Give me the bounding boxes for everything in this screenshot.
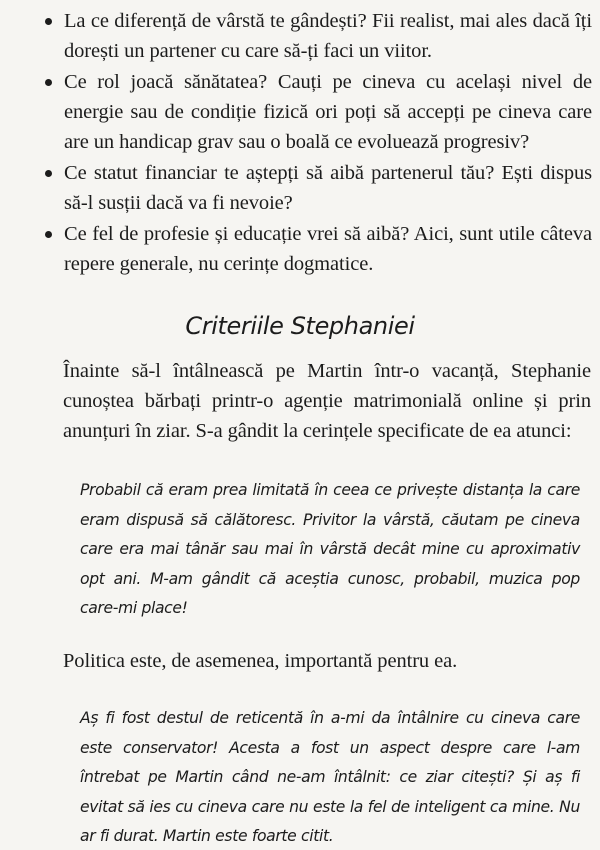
bullet-item — [44, 67, 592, 157]
bullet-text: Ce statut financiar te aștepți să aibă partenerul tău? Ești dispus să-l susții dacă va fi nevoie? — [64, 162, 592, 214]
bullet-icon — [45, 231, 52, 238]
paragraph-intro: Înainte să-l întâlnească pe Martin într-o vacanță, Stephanie cunoștea bărbați printr-o agenție matrimonială online și prin anunțuri în ziar. S-a gândit la cerințele specificate de ea atunci: — [63, 360, 591, 442]
bullet-item — [44, 6, 592, 66]
bullet-text: La ce diferență de vârstă te gândești? Fii realist, mai ales dacă îți dorești un partener cu care să-ți faci un viitor. — [64, 10, 592, 62]
paragraph-politics: Politica este, de asemenea, importantă pentru ea. — [63, 650, 458, 672]
quote-distance-age: Probabil că eram prea limitată în ceea ce privește distanța la care eram dispusă să călătoresc. Privitor la vârstă, căutam pe cineva care era mai tânăr sau mai în vârstă decât mine cu aproximativ opt ani. M-am gândit că aceștia cunosc, probabil, muzica pop care-mi place! — [80, 481, 580, 618]
bullet-icon — [45, 18, 52, 25]
bullet-text: Ce rol joacă sănătatea? Cauți pe cineva cu același nivel de energie sau de condiție fizică ori poți să accepți pe cineva care are un handicap grav sau o boală ce evoluează progresiv? — [64, 71, 592, 153]
bullet-list — [44, 6, 592, 280]
bullet-icon — [45, 170, 52, 177]
section-title: Criteriile Stephaniei — [185, 312, 415, 340]
bullet-text: Ce fel de profesie și educație vrei să aibă? Aici, sunt utile câteva repere generale, nu cerințe dogmatice. — [64, 223, 592, 275]
bullet-item — [44, 158, 592, 218]
quote-politics: Aș fi fost destul de reticentă în a-mi da întâlnire cu cineva care este conservator! Acesta a fost un aspect despre care l-am întrebat pe Martin când ne-am întâlnit: ce ziar citești? Și aș fi evitat să ies cu cineva care nu este la fel de inteligent ca mine. Nu ar fi durat. Martin este foarte citit. — [80, 709, 580, 846]
bullet-item — [44, 219, 592, 279]
bullet-icon — [45, 79, 52, 86]
